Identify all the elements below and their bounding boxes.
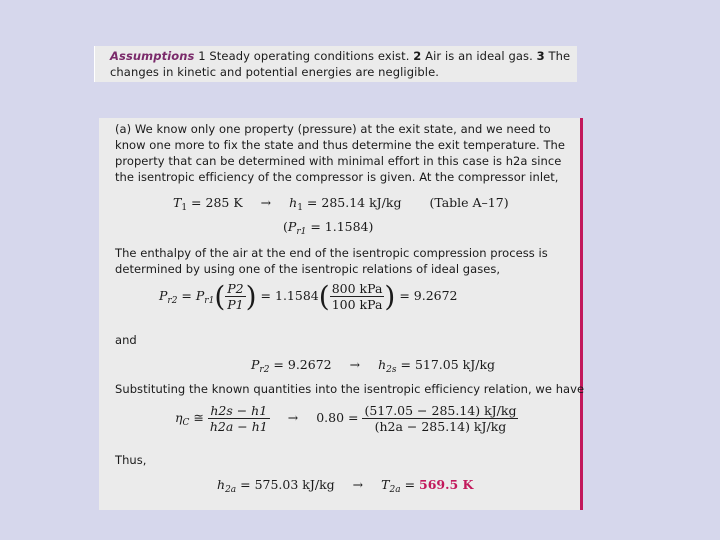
- paren: (: [283, 219, 288, 234]
- symbol-P: P: [195, 288, 205, 303]
- final-answer: 569.5 K: [419, 477, 474, 492]
- equation-h2s: [251, 357, 495, 375]
- symbol-P: P: [251, 357, 260, 372]
- and-text: and: [115, 333, 137, 347]
- symbol-eta: η: [175, 410, 183, 425]
- numerator: (517.05 − 285.14) kJ/kg: [364, 403, 517, 418]
- symbol-T: T: [381, 477, 390, 492]
- value: = 1.1584: [256, 288, 319, 303]
- assumption-2-number: 2: [413, 49, 422, 63]
- equation-inlet-state: [173, 195, 509, 213]
- symbol-P: P: [159, 288, 168, 303]
- subscript: 1: [181, 203, 188, 213]
- paragraph-line: determined by using one of the isentropic relations of ideal gases,: [115, 262, 501, 276]
- assumptions-panel: [94, 46, 577, 82]
- assumption-2-text: Air is an ideal gas.: [421, 49, 537, 63]
- paren-open: (: [318, 280, 330, 313]
- paren-close: ): [245, 280, 257, 313]
- symbol-P: P: [287, 219, 297, 234]
- value: = 285 K: [187, 195, 243, 210]
- denominator: h2a − h1: [209, 419, 268, 434]
- denominator: (h2a − 285.14) kJ/kg: [374, 419, 507, 434]
- assumption-3-text: The: [544, 49, 571, 63]
- paren-open: (: [214, 280, 226, 313]
- arrow: →: [287, 410, 299, 425]
- numerator: P2: [227, 281, 244, 296]
- assumption-1-text: 1 Steady operating conditions exist.: [194, 49, 414, 63]
- pressure-ratio-fraction: [225, 281, 245, 312]
- equation-efficiency: [175, 403, 518, 434]
- denominator: P1: [227, 297, 244, 312]
- paragraph-line: (a) We know only one property (pressure) at the exit state, and we need to: [115, 122, 551, 136]
- arrow: →: [352, 477, 364, 492]
- subscript: r1: [204, 296, 215, 306]
- paragraph-line: The enthalpy of the air at the end of the isentropic compression process is: [115, 246, 548, 260]
- equals: =: [400, 477, 420, 492]
- arrow: →: [260, 195, 272, 210]
- assumptions-line-2: changes in kinetic and potential energies are negligible.: [110, 65, 440, 79]
- subscript: r2: [259, 365, 270, 375]
- approx-sign: ≅: [189, 410, 208, 425]
- pressure-value-fraction: [330, 281, 385, 312]
- equation-pr1: [283, 219, 373, 237]
- equation-pr2: [159, 280, 458, 313]
- subscript: r2: [167, 296, 178, 306]
- numerator: h2s − h1: [208, 403, 270, 419]
- symbol-h: h: [378, 357, 387, 372]
- value: 0.80 =: [316, 410, 363, 425]
- paragraph-line: Substituting the known quantities into the isentropic efficiency relation, we have: [115, 382, 585, 396]
- subscript: 2a: [225, 485, 237, 495]
- symbol-T: T: [173, 195, 182, 210]
- symbol-h: h: [217, 477, 226, 492]
- assumptions-line-1: [110, 49, 570, 63]
- value: = 1.1584): [306, 219, 374, 234]
- paragraph-line: know one more to fix the state and thus determine the exit temperature. The: [115, 138, 565, 152]
- efficiency-fraction: [208, 403, 270, 434]
- efficiency-value-fraction: [362, 403, 518, 434]
- subscript: 2a: [389, 485, 401, 495]
- solution-panel: [99, 118, 583, 510]
- value: = 517.05 kJ/kg: [396, 357, 496, 372]
- numerator: 800 kPa: [331, 281, 383, 296]
- thus-text: Thus,: [115, 453, 147, 467]
- denominator: 100 kPa: [331, 297, 383, 312]
- assumptions-label: Assumptions: [110, 49, 195, 63]
- paren-close: ): [384, 280, 396, 313]
- result: = 9.2672: [395, 288, 458, 303]
- subscript: 1: [297, 203, 303, 213]
- value: = 575.03 kJ/kg: [236, 477, 335, 492]
- table-reference: (Table A–17): [429, 195, 509, 210]
- value: = 9.2672: [269, 357, 332, 372]
- subscript: C: [182, 418, 190, 428]
- subscript: r1: [296, 227, 307, 237]
- paragraph-line: the isentropic efficiency of the compressor is given. At the compressor inlet,: [115, 170, 559, 184]
- equation-result: [217, 477, 473, 495]
- subscript: 2s: [386, 365, 397, 375]
- arrow: →: [349, 357, 361, 372]
- equals: =: [177, 288, 196, 303]
- symbol-h: h: [289, 195, 298, 210]
- value: = 285.14 kJ/kg: [302, 195, 402, 210]
- assumption-3-number: 3: [536, 49, 545, 63]
- paragraph-line: property that can be determined with minimal effort in this case is h2a since: [115, 154, 562, 168]
